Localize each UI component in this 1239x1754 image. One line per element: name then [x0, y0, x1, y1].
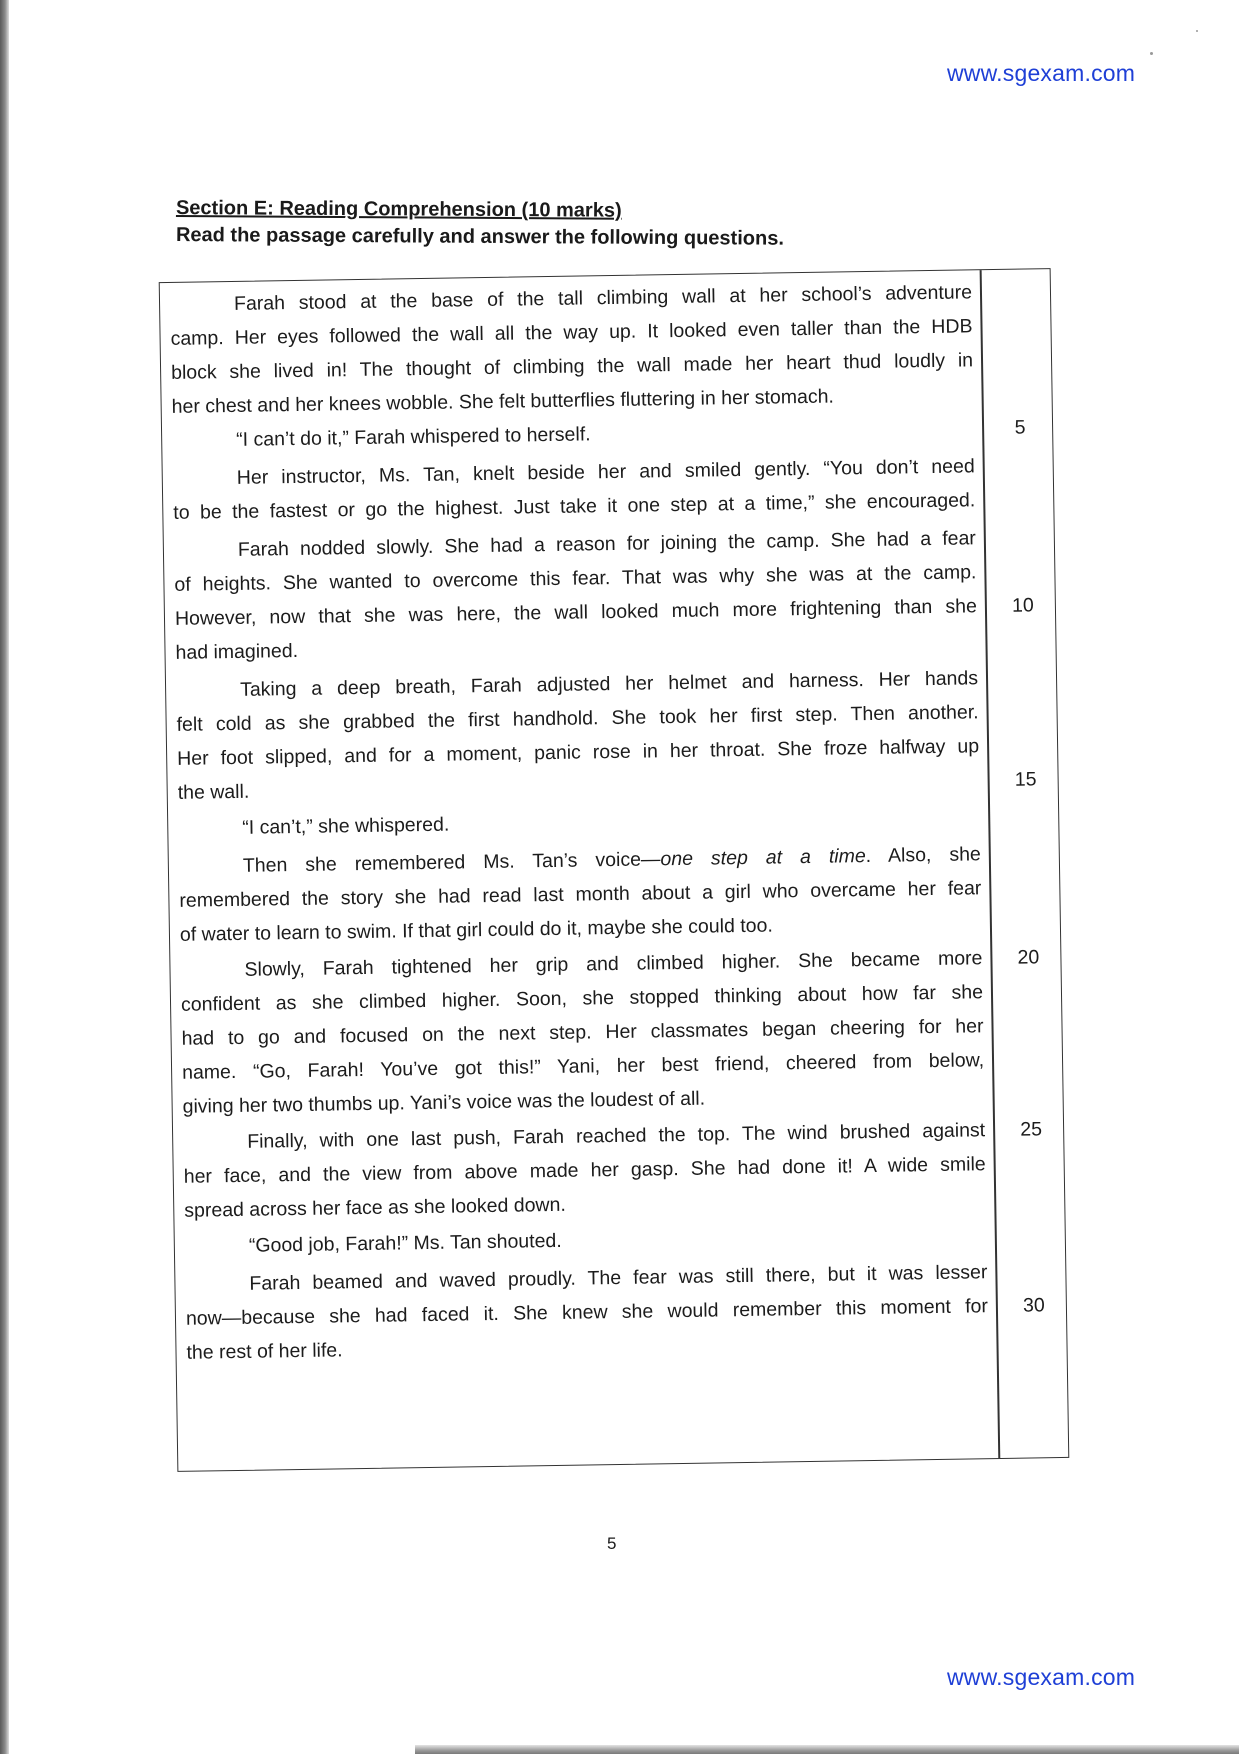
passage-line: had imagined. [175, 639, 299, 664]
passage-line: Taking a deep breath, Farah adjusted her helmet and harness. Her hands [239, 667, 979, 701]
passage-line: now—because she had faced it. She knew she would remember this moment for [185, 1295, 989, 1330]
line-number: 30 [1022, 1294, 1045, 1317]
passage-line: camp. Her eyes followed the wall all the way up. It looked even taller than the HDB [170, 315, 973, 350]
passage-line: Her instructor, Ms. Tan, knelt beside her and smiled gently. “You don’t need [236, 455, 975, 489]
passage-line: confident as she climbed higher. Soon, she stopped thinking about how far she [180, 981, 984, 1016]
passage-line: name. “Go, Farah! You’ve got this!” Yani, her best friend, cheered from below, [181, 1049, 985, 1084]
passage-line: giving her two thumbs up. Yani’s voice was the loudest of all. [182, 1087, 706, 1118]
site-url-header[interactable]: www.sgexam.com [947, 60, 1136, 86]
passage-line: Farah nodded slowly. She had a reason for joining the camp. She had a fear [237, 527, 977, 561]
passage-line: had to go and focused on the next step. Her classmates began cheering for her [181, 1015, 984, 1050]
passage-line: “Good job, Farah!” Ms. Tan shouted. [248, 1229, 562, 1257]
passage-line: block she lived in! The thought of climbing the wall made her heart thud loudly in [170, 349, 974, 384]
passage-line [179, 842, 981, 879]
line-number: 5 [1014, 416, 1026, 439]
scan-left-edge [0, 0, 9, 1754]
scan-speck [1196, 30, 1198, 32]
passage-line: “I can’t,” she whispered. [242, 813, 450, 839]
passage-line: Finally, with one last push, Farah reached the top. The wind brushed against [247, 1119, 986, 1153]
passage-line: her face, and the view from above made her gasp. She had done it! A wide smile [183, 1153, 986, 1188]
passage-line: the wall. [177, 780, 250, 804]
passage-line: of water to learn to swim. If that girl could do it, maybe she could too. [179, 914, 773, 946]
passage-line: remembered the story she had read last month about a girl who overcame her fear [179, 877, 982, 912]
passage-line-part: Then she remembered Ms. Tan’s voice— [242, 848, 661, 877]
passage-line: felt cold as she grabbed the first handhold. She took her first step. Then another. [176, 701, 979, 736]
passage-line: Farah beamed and waved proudly. The fear was still there, but it was lesser [249, 1261, 988, 1295]
passage-line: the rest of her life. [186, 1339, 343, 1364]
passage-box [159, 268, 1070, 1472]
scan-bottom-edge [415, 1745, 1239, 1754]
passage-line: of heights. She wanted to overcome this fear. That was why she was at the camp. [174, 561, 977, 596]
passage-line: Slowly, Farah tightened her grip and climbed higher. She became more [244, 947, 983, 981]
passage-line: Farah stood at the base of the tall climbing wall at her school’s adventure [233, 281, 973, 315]
passage-line: her chest and her knees wobble. She felt butterflies fluttering in her stomach. [171, 385, 835, 418]
line-number: 10 [1011, 594, 1034, 617]
passage-line: to be the fastest or go the highest. Just take it one step at a time,” she encouraged. [173, 489, 976, 524]
page-number: 5 [607, 1534, 617, 1553]
passage-line-part: . Also, she [865, 843, 981, 868]
passage-line: However, now that she was here, the wall looked much more frightening than she [174, 595, 978, 630]
passage-line: Her foot slipped, and for a moment, panic rose in her throat. She froze halfway up [177, 735, 980, 770]
passage-line: spread across her face as she looked down. [184, 1193, 566, 1222]
line-number: 20 [1017, 946, 1040, 969]
line-number: 25 [1020, 1118, 1043, 1141]
line-number: 15 [1014, 768, 1037, 791]
passage-line-italic: one step at a time [660, 845, 866, 871]
section-heading: Section E: Reading Comprehension (10 marks) [175, 197, 622, 222]
section-instruction: Read the passage carefully and answer the following questions. [175, 224, 784, 250]
passage-line: “I can’t do it,” Farah whispered to herself. [236, 423, 591, 451]
scan-speck [1150, 52, 1153, 55]
site-url-footer[interactable]: www.sgexam.com [947, 1664, 1136, 1690]
